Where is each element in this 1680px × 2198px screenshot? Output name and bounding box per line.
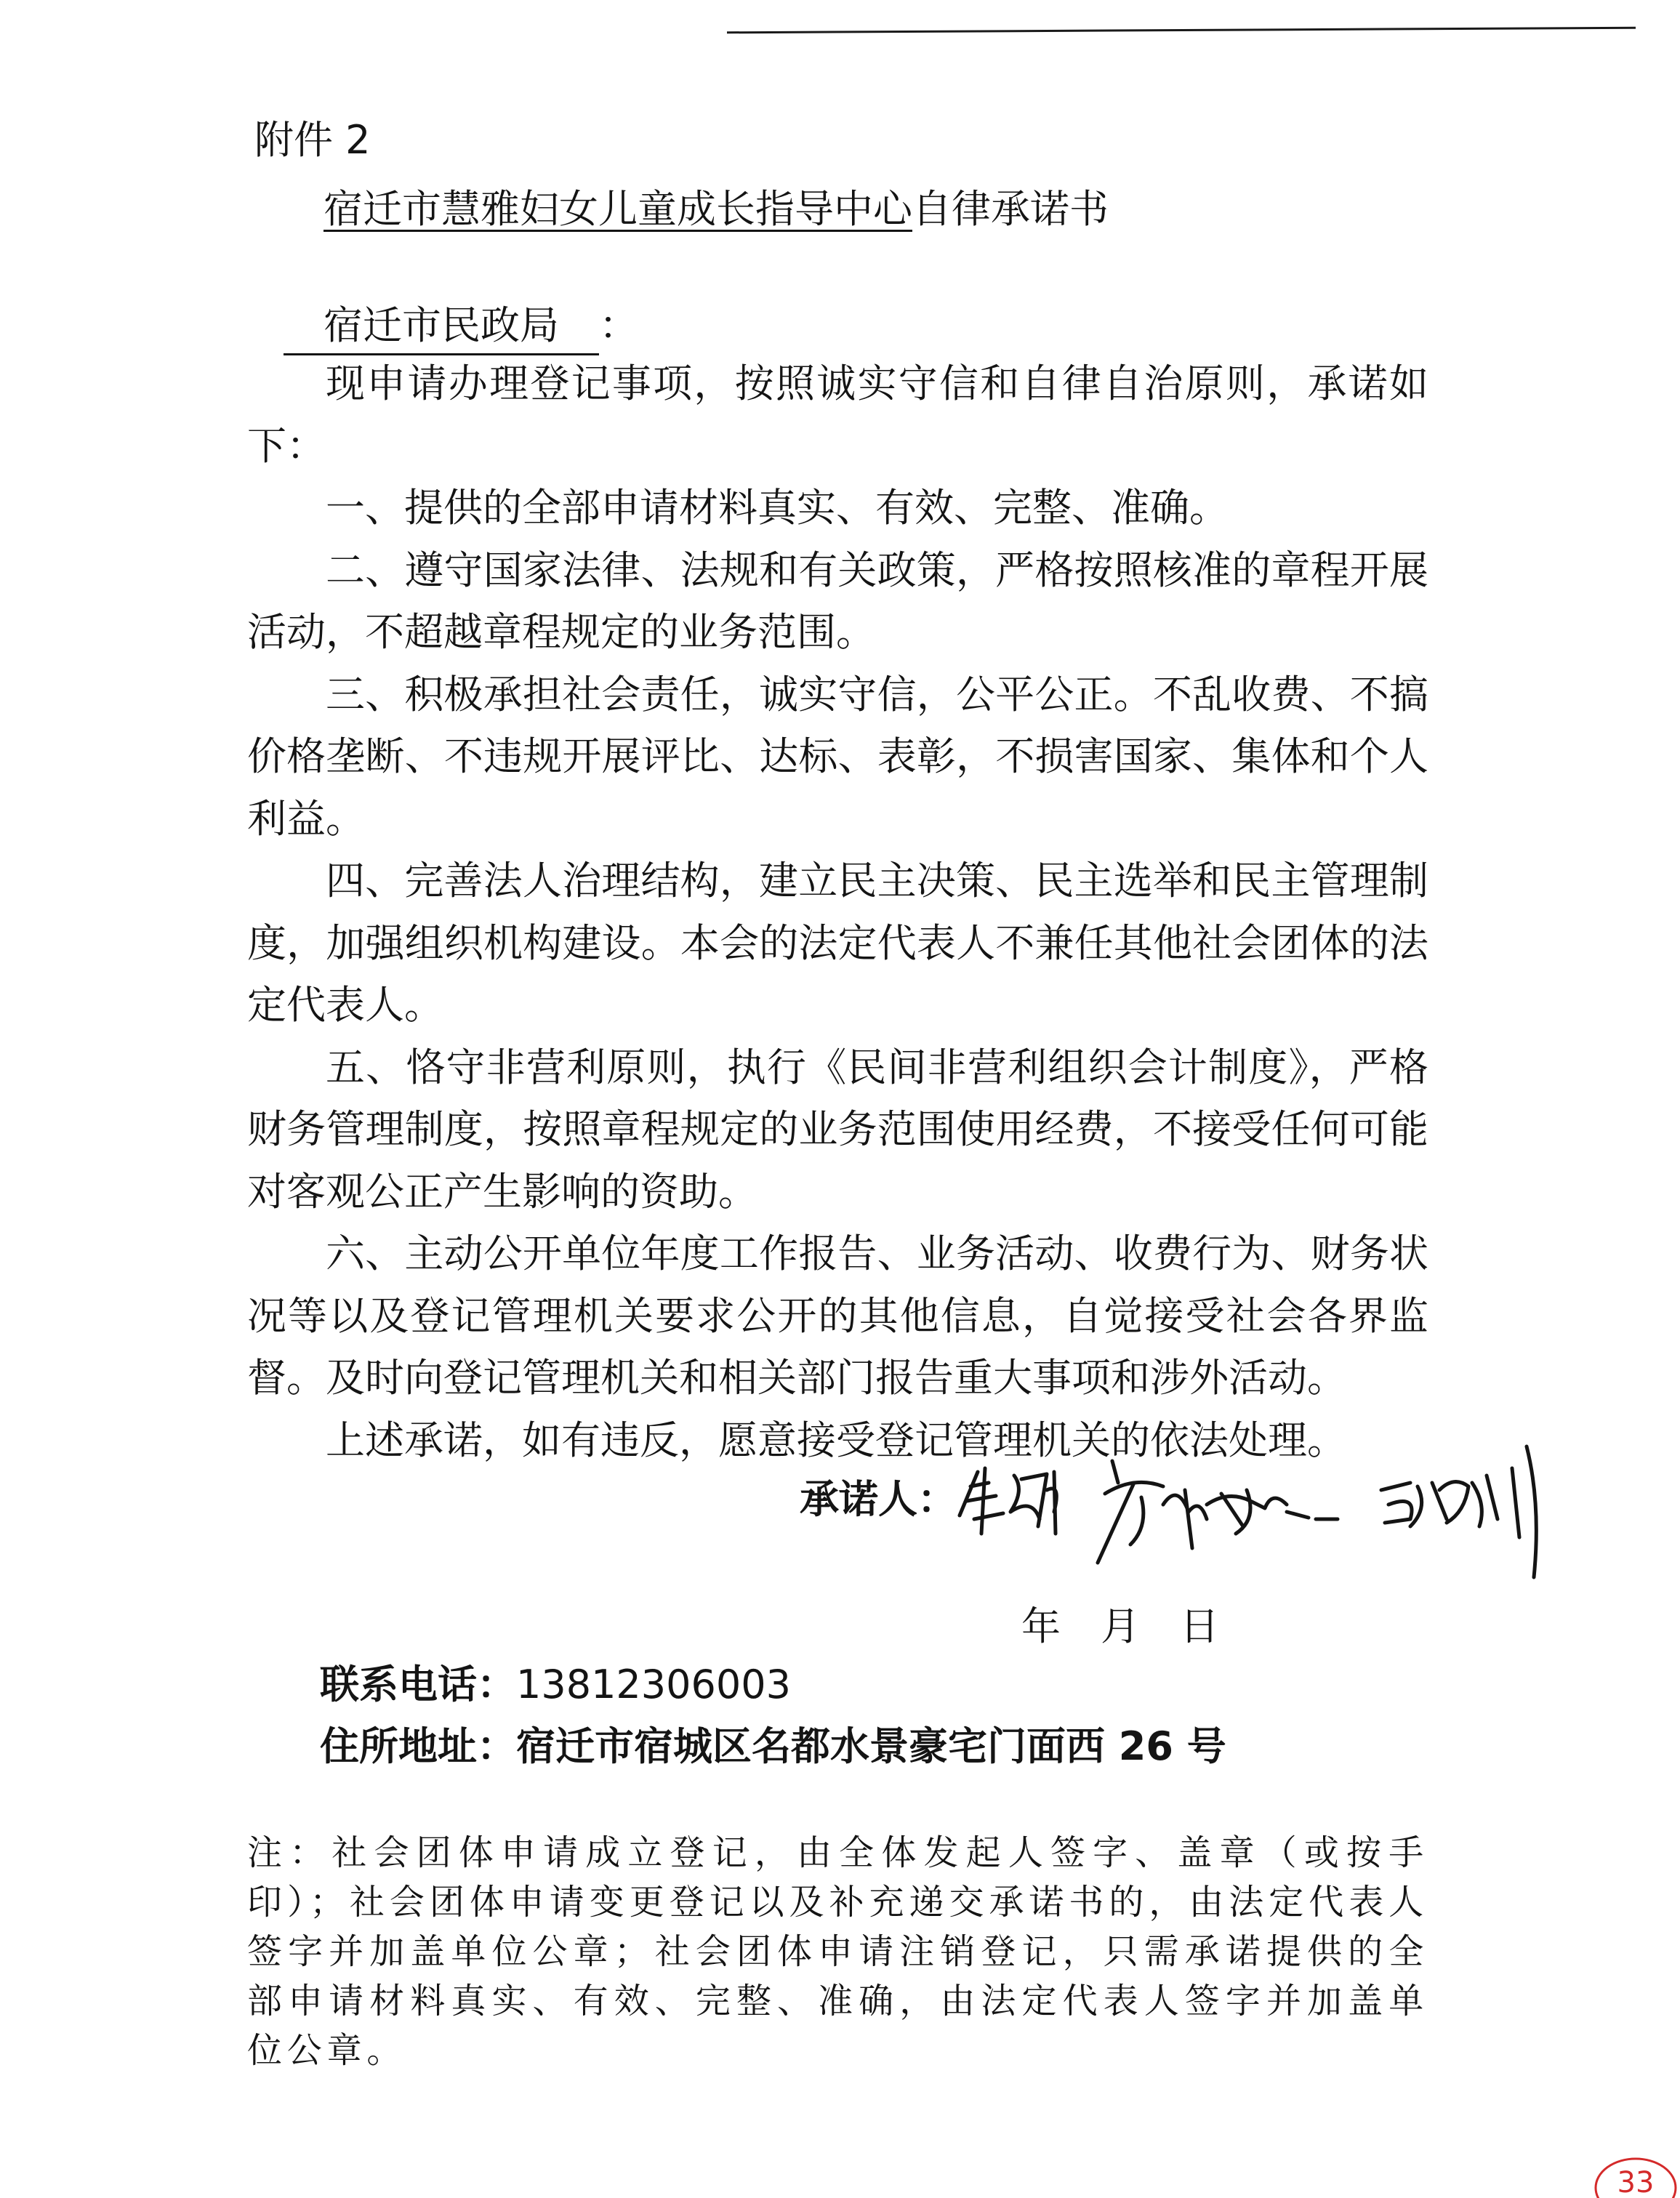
paragraph-item-5: 五、恪守非营利原则，执行《民间非营利组织会计制度》，严格财务管理制度，按照章程规定的业务范围使用经费，不接受任何可能对客观公正产生影响的资助。 xyxy=(247,1044,1428,1215)
date-day: 日 xyxy=(1180,1603,1219,1649)
title-suffix: 自律承诺书 xyxy=(912,186,1109,232)
handwritten-signatures xyxy=(945,1417,1570,1585)
phone-label: 联系电话： xyxy=(320,1662,516,1707)
signer-label: 承诺人： xyxy=(800,1476,957,1522)
date-row xyxy=(1021,1595,1259,1651)
title-organization: 宿迁市慧雅妇女儿童成长指导中心 xyxy=(323,186,912,232)
signature-1 xyxy=(960,1468,1056,1534)
paragraph-intro: 现申请办理登记事项，按照诚实守信和自律自治原则，承诺如下： xyxy=(247,361,1428,469)
contact-phone-row xyxy=(320,1654,1226,1715)
footnote: 注：社会团体申请成立登记，由全体发起人签字、盖章（或按手印）；社会团体申请变更登记以及补充递交承诺书的，由法定代表人签字并加盖单位公章；社会团体申请注销登记，只需承诺提供的全部申请材料真实、有效、完整、准确，由法定代表人签字并加盖单位公章。 xyxy=(247,1832,1428,2071)
page-number-text: 33 xyxy=(1617,2166,1655,2198)
document-title xyxy=(323,178,1109,234)
recipient-punct: ： xyxy=(599,302,638,348)
recipient-line xyxy=(284,294,638,355)
recipient-name: 宿迁市民政局 xyxy=(284,294,599,355)
paragraph-item-2: 二、遵守国家法律、法规和有关政策，严格按照核准的章程开展活动，不超越章程规定的业务范围。 xyxy=(247,547,1428,655)
paragraph-item-3: 三、积极承担社会责任，诚实守信，公平公正。不乱收费、不搞价格垄断、不违规开展评比、达标、表彰，不损害国家、集体和个人利益。 xyxy=(247,671,1428,842)
date-year: 年 xyxy=(1021,1603,1061,1649)
contact-address-row xyxy=(320,1715,1226,1777)
paragraph-item-6: 六、主动公开单位年度工作报告、业务活动、收费行为、财务状况等以及登记管理机关要求公开的其他信息，自觉接受社会各界监督。及时向登记管理机关和相关部门报告重大事项和涉外活动。 xyxy=(247,1231,1428,1401)
address-label: 住所地址： xyxy=(320,1723,516,1769)
phone-number: 13812306003 xyxy=(516,1662,791,1707)
address-value: 宿迁市宿城区名都水景豪宅门面西 26 号 xyxy=(516,1723,1226,1769)
paragraph-item-1: 一、提供的全部申请材料真实、有效、完整、准确。 xyxy=(326,485,1229,531)
contact-info xyxy=(320,1654,1226,1777)
paragraph-item-4: 四、完善法人治理结构，建立民主决策、民主选举和民主管理制度，加强组织机构建设。本会的法定代表人不兼任其他社会团体的法定代表人。 xyxy=(247,858,1428,1028)
attachment-label: 附件 2 xyxy=(254,117,371,163)
scan-edge-line xyxy=(727,27,1636,34)
paragraph-closing: 上述承诺，如有违反，愿意接受登记管理机关的依法处理。 xyxy=(326,1417,1346,1463)
date-month: 月 xyxy=(1101,1603,1140,1649)
commitment-body xyxy=(247,353,1428,1471)
signature-3 xyxy=(1381,1446,1536,1577)
handwritten-page-number xyxy=(1577,2144,1680,2198)
signature-2 xyxy=(1098,1461,1338,1563)
